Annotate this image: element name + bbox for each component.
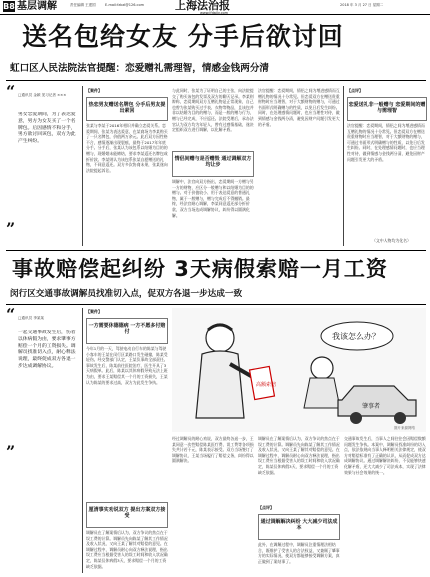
column-divider (82, 86, 83, 246)
story2-top-rule (6, 304, 426, 305)
editor-line: 责任编辑 王建国 (70, 3, 96, 7)
email-line: E-mail:fzbzl@126.com (105, 3, 145, 7)
quote-mark-2: “ (6, 305, 16, 324)
story2-subhead: 闵行区交通事故调解员找准切入点，促双方各退一步达成一致 (10, 289, 243, 299)
car-label: 肇事者 (362, 403, 381, 410)
story1-lede: 男女恋爱期间，为了表达爱意，男方为女友买了一个名牌包。后因感情不和分手，男方欲讨回该包，双方为此产生纠纷。 (18, 112, 76, 145)
story1-col2: 与此同时，张某为了证明自己的主张，向法院提交了购买该包的发票及双方的聊天记录。李某则辩称，恋爱期间双方互赠礼物是正常现象，自己也曾为张某购买过手表、衣物等物品，且该包并非以结婚为目的的赠与，而是一般的赠与行为，赠与已经完成，不应返还。法院受理后，承办法官认为双方均为年轻人，曾有过感情基础，遂决定组织双方进行调解，以化解矛盾。 (172, 88, 254, 133)
story1-tag-analysis: 【点评】 (347, 88, 363, 93)
story1-col3: 调解中，法官向双方指出，恋爱期间一方赠与另一方的财物，应区分一般赠与和以结婚为目的的赠与。对于价值较小、用于表达爱意的普通礼物，属于一般赠与，赠与完成后不得撤销。最终，经法官耐心调解，李某同意返还部分折价款，双方当场达成调解协议，纠纷得以圆满化解。 (172, 179, 254, 218)
car-wheel-rear (394, 412, 406, 424)
story2-box3 (258, 514, 340, 540)
story2-byline: □通讯员 李某某 (18, 316, 45, 320)
story1-top-rule (6, 80, 426, 81)
story2-box2-title: 厘清事实劝说双方 提出方案双方接受 (88, 507, 166, 519)
story1-box2 (172, 151, 254, 177)
story2-box2 (86, 502, 168, 528)
story2-col3b: 此外，在调解过程中，调解员注重情理法相结合，既维护了受害人的合法权益，又兼顾了肇事方的实际情况，使双方都能够接受调解方案，真正做到了案结事了。 (258, 542, 340, 564)
story2-col1b: 调解员在了解案情后认为，双方争议的焦点在于误工费的计算。调解员先向陈某了解其工作情况及收入状况，又向王某了解其对赔偿的意见。在调解过程中，调解员耐心向双方释法说理，指出误工费应当根据受害人的误工时间和收入状况确定，陈某仅休病假3天，要求赔偿一个月的工资缺乏依据。 (86, 530, 168, 569)
story2-box1-title: 一方需要休德德病 一方不愿多付赔付 (88, 323, 166, 335)
claim-folder-label: 高额索赔 (256, 382, 277, 388)
page-number-logo: B8 (3, 2, 15, 11)
story1-headline: 送名包给女友 分手后欲讨回 (22, 22, 344, 51)
story1-byline: □通讯员 金颖 见习记者 ××× (18, 93, 67, 97)
date-line: 2018 年 3 月 27 日 星期二 (340, 3, 384, 7)
column-divider-2 (343, 86, 344, 246)
story1-subhead: 虹口区人民法院法官提醒：恋爱赠礼需理智，情感金钱两分清 (10, 63, 270, 74)
quote-mark-close: ” (6, 219, 16, 238)
story2-col4: 交通事故发生后，当事人之间往往会因赔偿数额问题发生争执。本案中，调解员找准纠纷的切入点，依法依规向当事人释明相关法律规定，使双方对赔偿标准有了正确的认识，从而促成双方达成调解协议。通过调解解决纠纷，不仅能够快速化解矛盾，还大大减少了司法成本，实现了法律效果与社会效果的统一。 (344, 436, 426, 475)
story1-box1-title: 热恋男友赠送名牌包 分手后男友提出索回 (88, 102, 166, 114)
quote-mark: “ (6, 82, 16, 101)
story-separator (6, 250, 426, 251)
story1-box1 (86, 97, 168, 121)
paper-url: www.jfdaily.com (200, 11, 229, 15)
column-divider-3 (82, 308, 83, 573)
story1-tag-case: 【案件】 (86, 88, 102, 93)
story1-box3-title: 恋爱送礼非一般赠与 恋爱期间的赠与需理智 (348, 102, 426, 114)
quote-mark-2-close: ” (6, 442, 16, 461)
section-title: 基层调解 (17, 1, 57, 12)
car-wheel-front (350, 412, 362, 424)
story2-headline: 事故赔偿起纠纷 3天病假索赔一月工资 (12, 257, 388, 281)
story1-col4: 法官提醒：恋爱期间，情侣之间为增进感情而互赠礼物的情况十分常见。但恋爱双方在赠送贵重财物时应当理智，对于大额财物的赠与，可通过书面形式明确赠与的性质，以免日后发生纠纷。同时，在处理感情问题时，也应当理性对待，做到情感与金钱两分清，避免因财产问题引发更大的矛盾。 (258, 88, 340, 127)
story1-col1: 张某与李某于2016年相识并确立恋爱关系。恋爱期间，张某为表达爱意，在某商场为李某购买了一只名牌包，价值两万余元。此后双方因性格不合，感情逐渐出现裂痕，最终于2017年年底分手。分手后，张某认为该包系以结婚为目的的赠与，现婚姻未能缔结，要求李某返还名牌包或折价款。李某则认为该包系张某自愿赠送的礼物，不同意返还。双方多次协商未果，张某遂向法院提起诉讼。 (86, 123, 168, 173)
man-body (196, 351, 244, 418)
driver-body (304, 378, 340, 408)
story2-tag-comment: 【点评】 (258, 505, 274, 510)
story2-illustration (172, 308, 426, 432)
story2-box3-title: 通过调解解决纠纷 大大减少司法成本 (260, 519, 338, 531)
illus-credit: 图片来源网络 (394, 426, 415, 430)
story1-box3 (347, 97, 427, 121)
story2-tag-case: 【案件】 (86, 309, 102, 314)
story2-col2: 经过调解员的耐心劝说，双方最终各退一步，王某同意一次性赔偿陈某医疗费、误工费等各项损失共计若干元，陈某表示接受。双方当场签订了调解协议，王某当场履行了赔偿义务，纠纷得以圆满解决。 (172, 436, 254, 464)
speech-text: 我该怎么办？ (332, 332, 380, 341)
story2-lede: 一起交通事故发生后，伤者以休病假为由，要求肇事方赔偿一个月的工资损失。调解员找准切入点，耐心释法说理，最终促成双方各退一步达成调解协议。 (18, 330, 76, 369)
story1-signoff: （文中人物均为化名） (372, 238, 411, 243)
story1-col5: 法官提醒：恋爱期间，情侣之间为增进感情而互赠礼物的情况十分常见。但恋爱双方在赠送贵重财物时应当理智，对于大额财物的赠与，可通过书面形式明确赠与的性质，以免日后发生纠纷。同时，在处理感情问题时，也应当理性对待，做到情感与金钱两分清，避免因财产问题引发更大的矛盾。 (347, 123, 425, 162)
driver-head (311, 357, 333, 379)
paper-name: 上海法治报 (175, 0, 230, 12)
story2-col3: 调解员在了解案情后认为，双方争议的焦点在于误工费的计算。调解员先向陈某了解其工作情况及收入状况，又向王某了解其对赔偿的意见。在调解过程中，调解员耐心向双方释法说理，指出误工费应当根据受害人的误工时间和收入状况确定，陈某仅休病假3天，要求赔偿一个月的工资缺乏依据。 (258, 436, 340, 475)
story1-box2-title: 情侣间赠与是否赠毁 通过调解双方均让步 (174, 156, 252, 168)
story2-col1: 今年1月的一天，驾驶电动自行车的陈某与驾驶小客车的王某在闵行区某路口发生碰撞，陈某受轻伤。经交警部门认定，王某负事故全部责任。事故发生后，陈某前往医院治疗，医生开具了3天病假单。此后，陈某以其休病假导致无法上班为由，要求王某赔偿其一个月的工资损失，王某认为陈某的要求过高，双方为此发生争执。 (86, 346, 168, 385)
story2-box1 (86, 318, 168, 344)
